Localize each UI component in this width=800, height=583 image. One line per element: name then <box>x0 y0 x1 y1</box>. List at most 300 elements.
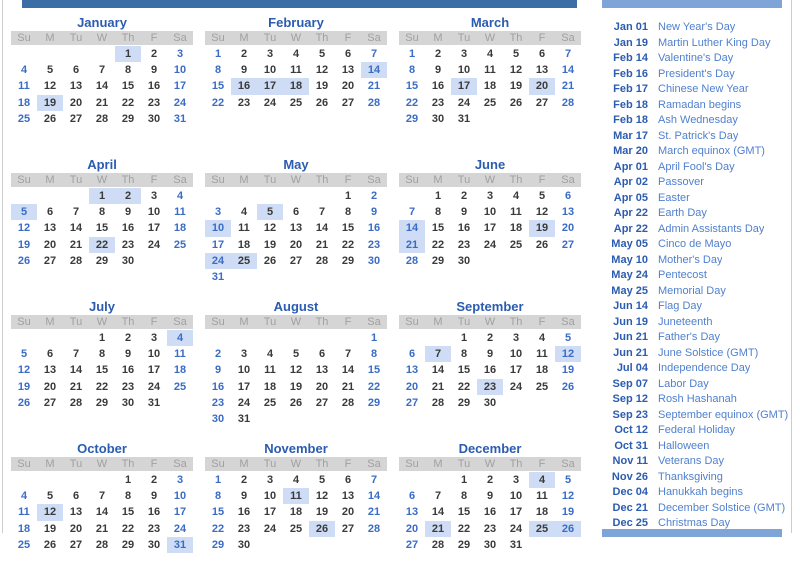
holiday-name[interactable]: Thanksgiving <box>658 470 723 483</box>
day-cell[interactable]: 27 <box>405 538 419 551</box>
day-cell[interactable]: 28 <box>367 96 381 109</box>
day-cell[interactable]: 21 <box>561 80 575 93</box>
day-cell[interactable]: 13 <box>405 364 419 377</box>
day-cell[interactable]: 10 <box>173 64 187 77</box>
day-cell[interactable]: 30 <box>457 254 471 267</box>
day-cell[interactable]: 19 <box>529 220 555 236</box>
day-cell[interactable]: 30 <box>483 538 497 551</box>
day-cell[interactable]: 7 <box>72 206 80 219</box>
day-cell[interactable]: 12 <box>555 346 581 362</box>
day-cell[interactable]: 23 <box>147 96 161 109</box>
day-cell[interactable]: 7 <box>98 64 106 77</box>
day-cell[interactable]: 10 <box>509 348 523 361</box>
day-cell[interactable]: 5 <box>20 348 28 361</box>
day-cell[interactable]: 20 <box>529 78 555 94</box>
day-cell[interactable]: 7 <box>425 346 451 362</box>
day-cell[interactable]: 11 <box>174 348 186 361</box>
day-cell[interactable]: 28 <box>341 396 355 409</box>
month-title[interactable]: September <box>456 299 524 314</box>
day-cell[interactable]: 15 <box>121 80 135 93</box>
day-cell[interactable]: 13 <box>289 222 303 235</box>
day-cell[interactable]: 17 <box>263 506 277 519</box>
day-cell[interactable]: 11 <box>18 80 30 93</box>
day-cell[interactable]: 16 <box>237 506 251 519</box>
day-cell[interactable]: 5 <box>46 64 54 77</box>
day-cell[interactable]: 14 <box>95 80 109 93</box>
day-cell[interactable]: 9 <box>486 348 494 361</box>
day-cell[interactable]: 5 <box>46 490 54 503</box>
day-cell[interactable]: 3 <box>486 190 494 202</box>
day-cell[interactable]: 26 <box>17 254 31 267</box>
day-cell[interactable]: 12 <box>561 490 575 503</box>
day-cell[interactable]: 10 <box>263 490 277 503</box>
month-title[interactable]: October <box>77 441 127 456</box>
day-cell[interactable]: 6 <box>72 64 80 77</box>
day-cell[interactable]: 28 <box>561 96 575 109</box>
day-cell[interactable]: 18 <box>237 238 251 251</box>
day-cell[interactable]: 10 <box>237 364 251 377</box>
day-cell[interactable]: 10 <box>147 348 161 361</box>
day-cell[interactable]: 30 <box>211 412 225 425</box>
day-cell[interactable]: 12 <box>37 504 63 520</box>
day-cell[interactable]: 12 <box>535 206 549 219</box>
day-cell[interactable]: 17 <box>483 222 497 235</box>
day-cell[interactable]: 29 <box>95 254 109 267</box>
day-cell[interactable]: 29 <box>95 396 109 409</box>
day-cell[interactable]: 8 <box>214 490 222 503</box>
day-cell[interactable]: 12 <box>17 222 31 235</box>
day-cell[interactable]: 27 <box>405 396 419 409</box>
day-cell[interactable]: 11 <box>238 222 250 235</box>
day-cell[interactable]: 5 <box>11 204 37 220</box>
day-cell[interactable]: 14 <box>69 364 83 377</box>
holiday-name[interactable]: Mother's Day <box>658 253 723 266</box>
day-cell[interactable]: 31 <box>211 270 225 283</box>
day-cell[interactable]: 7 <box>370 48 378 60</box>
day-cell[interactable]: 29 <box>457 538 471 551</box>
day-cell[interactable]: 3 <box>266 474 274 486</box>
day-cell[interactable]: 16 <box>457 222 471 235</box>
month-title[interactable]: May <box>283 157 309 172</box>
day-cell[interactable]: 3 <box>150 190 158 202</box>
day-cell[interactable]: 8 <box>460 348 468 361</box>
day-cell[interactable]: 14 <box>367 490 381 503</box>
day-cell[interactable]: 3 <box>266 48 274 60</box>
day-cell[interactable]: 10 <box>457 64 471 77</box>
day-cell[interactable]: 11 <box>484 64 496 77</box>
day-cell[interactable]: 18 <box>17 96 31 109</box>
day-cell[interactable]: 24 <box>237 396 251 409</box>
day-cell[interactable]: 21 <box>95 96 109 109</box>
day-cell[interactable]: 17 <box>211 238 225 251</box>
day-cell[interactable]: 28 <box>431 396 445 409</box>
day-cell[interactable]: 15 <box>341 222 355 235</box>
day-cell[interactable]: 24 <box>173 96 187 109</box>
day-cell[interactable]: 23 <box>121 238 135 251</box>
day-cell[interactable]: 23 <box>483 522 497 535</box>
day-cell[interactable]: 31 <box>237 412 251 425</box>
day-cell[interactable]: 15 <box>405 80 419 93</box>
holiday-name[interactable]: Pentecost <box>658 269 707 281</box>
day-cell[interactable]: 7 <box>98 490 106 503</box>
day-cell[interactable]: 9 <box>486 490 494 503</box>
day-cell[interactable]: 12 <box>315 64 329 77</box>
day-cell[interactable]: 9 <box>124 206 132 219</box>
holiday-name[interactable]: December Solstice (GMT) <box>658 501 786 514</box>
month-title[interactable]: February <box>268 15 324 30</box>
holiday-name[interactable]: June Solstice (GMT) <box>658 346 759 359</box>
day-cell[interactable]: 2 <box>240 48 248 60</box>
day-cell[interactable]: 29 <box>457 396 471 409</box>
day-cell[interactable]: 25 <box>289 522 303 535</box>
day-cell[interactable]: 1 <box>460 332 468 344</box>
holiday-name[interactable]: Juneteenth <box>658 315 713 328</box>
day-cell[interactable]: 4 <box>176 190 184 202</box>
day-cell[interactable]: 6 <box>344 474 352 486</box>
day-cell[interactable]: 27 <box>43 396 57 409</box>
day-cell[interactable]: 20 <box>315 380 329 393</box>
day-cell[interactable]: 19 <box>509 80 523 93</box>
day-cell[interactable]: 16 <box>121 222 135 235</box>
day-cell[interactable]: 7 <box>72 348 80 361</box>
day-cell[interactable]: 18 <box>17 522 31 535</box>
day-cell[interactable]: 1 <box>98 332 106 344</box>
holiday-name[interactable]: New Year's Day <box>658 21 736 33</box>
day-cell[interactable]: 27 <box>535 96 549 109</box>
day-cell[interactable]: 4 <box>20 490 28 503</box>
day-cell[interactable]: 2 <box>486 332 494 344</box>
holiday-name[interactable]: Father's Day <box>658 331 721 343</box>
holiday-name[interactable]: Halloween <box>658 439 710 452</box>
day-cell[interactable]: 15 <box>211 80 225 93</box>
day-cell[interactable]: 22 <box>89 237 115 253</box>
day-cell[interactable]: 14 <box>431 506 445 519</box>
day-cell[interactable]: 18 <box>283 78 309 94</box>
day-cell[interactable]: 3 <box>512 474 520 486</box>
day-cell[interactable]: 11 <box>174 206 186 219</box>
day-cell[interactable]: 24 <box>457 96 471 109</box>
holiday-name[interactable]: Martin Luther King Day <box>658 36 771 49</box>
day-cell[interactable]: 24 <box>509 522 523 535</box>
day-cell[interactable]: 23 <box>477 379 503 395</box>
day-cell[interactable]: 26 <box>17 396 31 409</box>
day-cell[interactable]: 22 <box>367 380 381 393</box>
day-cell[interactable]: 15 <box>95 364 109 377</box>
day-cell[interactable]: 5 <box>538 190 546 202</box>
day-cell[interactable]: 29 <box>121 112 135 125</box>
day-cell[interactable]: 20 <box>341 80 355 93</box>
day-cell[interactable]: 28 <box>405 254 419 267</box>
day-cell[interactable]: 30 <box>431 112 445 125</box>
day-cell[interactable]: 21 <box>341 380 355 393</box>
day-cell[interactable]: 8 <box>408 64 416 77</box>
day-cell[interactable]: 24 <box>147 380 161 393</box>
day-cell[interactable]: 25 <box>17 538 31 551</box>
day-cell[interactable]: 5 <box>564 474 572 486</box>
day-cell[interactable]: 25 <box>509 238 523 251</box>
day-cell[interactable]: 30 <box>147 112 161 125</box>
day-cell[interactable]: 20 <box>43 238 57 251</box>
day-cell[interactable]: 6 <box>292 206 300 219</box>
day-cell[interactable]: 6 <box>46 348 54 361</box>
day-cell[interactable]: 8 <box>124 64 132 77</box>
day-cell[interactable]: 20 <box>341 506 355 519</box>
day-cell[interactable]: 17 <box>173 80 187 93</box>
day-cell[interactable]: 30 <box>121 254 135 267</box>
day-cell[interactable]: 16 <box>483 506 497 519</box>
day-cell[interactable]: 29 <box>121 538 135 551</box>
day-cell[interactable]: 14 <box>315 222 329 235</box>
day-cell[interactable]: 7 <box>344 348 352 361</box>
day-cell[interactable]: 12 <box>43 80 57 93</box>
day-cell[interactable]: 15 <box>457 364 471 377</box>
day-cell[interactable]: 21 <box>95 522 109 535</box>
day-cell[interactable]: 23 <box>147 522 161 535</box>
day-cell[interactable]: 8 <box>124 490 132 503</box>
holiday-name[interactable]: St. Patrick's Day <box>658 129 739 142</box>
day-cell[interactable]: 2 <box>150 48 158 60</box>
day-cell[interactable]: 20 <box>69 522 83 535</box>
day-cell[interactable]: 29 <box>341 254 355 267</box>
holiday-name[interactable]: Cinco de Mayo <box>658 238 732 250</box>
day-cell[interactable]: 20 <box>405 380 419 393</box>
day-cell[interactable]: 19 <box>315 80 329 93</box>
day-cell[interactable]: 13 <box>69 80 83 93</box>
day-cell[interactable]: 10 <box>263 64 277 77</box>
day-cell[interactable]: 7 <box>370 474 378 486</box>
day-cell[interactable]: 22 <box>341 238 355 251</box>
month-title[interactable]: November <box>264 441 328 456</box>
day-cell[interactable]: 26 <box>555 521 581 537</box>
day-cell[interactable]: 5 <box>564 332 572 344</box>
day-cell[interactable]: 16 <box>231 78 257 94</box>
day-cell[interactable]: 11 <box>536 348 548 361</box>
day-cell[interactable]: 19 <box>17 238 31 251</box>
day-cell[interactable]: 20 <box>561 222 575 235</box>
day-cell[interactable]: 15 <box>431 222 445 235</box>
day-cell[interactable]: 1 <box>344 190 352 202</box>
day-cell[interactable]: 31 <box>173 112 187 125</box>
day-cell[interactable]: 6 <box>72 490 80 503</box>
day-cell[interactable]: 2 <box>124 332 132 344</box>
holiday-name[interactable]: April Fool's Day <box>658 160 735 173</box>
day-cell[interactable]: 3 <box>176 48 184 60</box>
day-cell[interactable]: 2 <box>370 190 378 202</box>
holiday-name[interactable]: Veterans Day <box>658 455 725 467</box>
day-cell[interactable]: 24 <box>263 96 277 109</box>
day-cell[interactable]: 30 <box>121 396 135 409</box>
holiday-name[interactable]: Hanukkah begins <box>658 486 744 498</box>
day-cell[interactable]: 22 <box>431 238 445 251</box>
day-cell[interactable]: 25 <box>289 96 303 109</box>
day-cell[interactable]: 17 <box>237 380 251 393</box>
day-cell[interactable]: 7 <box>408 206 416 219</box>
day-cell[interactable]: 16 <box>483 364 497 377</box>
day-cell[interactable]: 4 <box>20 64 28 77</box>
day-cell[interactable]: 26 <box>43 112 57 125</box>
day-cell[interactable]: 10 <box>483 206 497 219</box>
day-cell[interactable]: 23 <box>211 396 225 409</box>
day-cell[interactable]: 16 <box>147 80 161 93</box>
day-cell[interactable]: 12 <box>263 222 277 235</box>
day-cell[interactable]: 10 <box>205 220 231 236</box>
day-cell[interactable]: 4 <box>529 472 555 488</box>
holiday-name[interactable]: President's Day <box>658 67 735 80</box>
day-cell[interactable]: 25 <box>173 380 187 393</box>
day-cell[interactable]: 22 <box>121 96 135 109</box>
day-cell[interactable]: 18 <box>509 222 523 235</box>
day-cell[interactable]: 10 <box>173 490 187 503</box>
day-cell[interactable]: 8 <box>98 348 106 361</box>
holiday-name[interactable]: Flag Day <box>658 300 703 312</box>
day-cell[interactable]: 29 <box>405 112 419 125</box>
day-cell[interactable]: 23 <box>431 96 445 109</box>
day-cell[interactable]: 6 <box>408 490 416 503</box>
day-cell[interactable]: 10 <box>147 206 161 219</box>
day-cell[interactable]: 15 <box>367 364 381 377</box>
day-cell[interactable]: 18 <box>173 222 187 235</box>
day-cell[interactable]: 17 <box>451 78 477 94</box>
day-cell[interactable]: 4 <box>512 190 520 202</box>
day-cell[interactable]: 15 <box>95 222 109 235</box>
day-cell[interactable]: 3 <box>176 474 184 486</box>
day-cell[interactable]: 28 <box>95 112 109 125</box>
day-cell[interactable]: 8 <box>98 206 106 219</box>
day-cell[interactable]: 19 <box>43 522 57 535</box>
day-cell[interactable]: 2 <box>486 474 494 486</box>
month-title[interactable]: March <box>470 15 510 30</box>
day-cell[interactable]: 9 <box>240 64 248 77</box>
day-cell[interactable]: 27 <box>315 396 329 409</box>
day-cell[interactable]: 4 <box>266 348 274 361</box>
day-cell[interactable]: 14 <box>95 506 109 519</box>
holiday-name[interactable]: Federal Holiday <box>658 424 736 436</box>
day-cell[interactable]: 6 <box>344 48 352 60</box>
day-cell[interactable]: 13 <box>43 364 57 377</box>
month-title[interactable]: December <box>458 441 522 456</box>
day-cell[interactable]: 26 <box>43 538 57 551</box>
day-cell[interactable]: 21 <box>315 238 329 251</box>
day-cell[interactable]: 7 <box>434 490 442 503</box>
day-cell[interactable]: 5 <box>318 48 326 60</box>
day-cell[interactable]: 16 <box>431 80 445 93</box>
day-cell[interactable]: 17 <box>509 506 523 519</box>
day-cell[interactable]: 19 <box>315 506 329 519</box>
day-cell[interactable]: 1 <box>124 474 132 486</box>
day-cell[interactable]: 23 <box>457 238 471 251</box>
day-cell[interactable]: 22 <box>457 522 471 535</box>
day-cell[interactable]: 14 <box>431 364 445 377</box>
day-cell[interactable]: 29 <box>431 254 445 267</box>
day-cell[interactable]: 15 <box>121 506 135 519</box>
day-cell[interactable]: 31 <box>509 538 523 551</box>
day-cell[interactable]: 27 <box>69 538 83 551</box>
day-cell[interactable]: 13 <box>341 490 355 503</box>
day-cell[interactable]: 27 <box>69 112 83 125</box>
day-cell[interactable]: 11 <box>510 206 522 219</box>
day-cell[interactable]: 21 <box>431 380 445 393</box>
day-cell[interactable]: 1 <box>370 332 378 344</box>
day-cell[interactable]: 28 <box>95 538 109 551</box>
holiday-name[interactable]: September equinox (GMT) <box>658 408 789 421</box>
day-cell[interactable]: 31 <box>147 396 161 409</box>
day-cell[interactable]: 6 <box>564 190 572 202</box>
day-cell[interactable]: 18 <box>535 506 549 519</box>
day-cell[interactable]: 4 <box>167 330 193 346</box>
day-cell[interactable]: 24 <box>173 522 187 535</box>
day-cell[interactable]: 24 <box>205 253 231 269</box>
day-cell[interactable]: 18 <box>535 364 549 377</box>
day-cell[interactable]: 19 <box>263 238 277 251</box>
day-cell[interactable]: 4 <box>538 332 546 344</box>
day-cell[interactable]: 25 <box>17 112 31 125</box>
day-cell[interactable]: 22 <box>211 96 225 109</box>
day-cell[interactable]: 20 <box>289 238 303 251</box>
day-cell[interactable]: 22 <box>457 380 471 393</box>
day-cell[interactable]: 25 <box>263 396 277 409</box>
day-cell[interactable]: 21 <box>399 237 425 253</box>
day-cell[interactable]: 30 <box>147 538 161 551</box>
day-cell[interactable]: 1 <box>115 46 141 62</box>
day-cell[interactable]: 27 <box>341 522 355 535</box>
day-cell[interactable]: 9 <box>370 206 378 219</box>
day-cell[interactable]: 29 <box>211 538 225 551</box>
day-cell[interactable]: 27 <box>341 96 355 109</box>
day-cell[interactable]: 11 <box>283 488 309 504</box>
holiday-name[interactable]: Chinese New Year <box>658 83 749 95</box>
day-cell[interactable]: 20 <box>43 380 57 393</box>
day-cell[interactable]: 14 <box>341 364 355 377</box>
day-cell[interactable]: 13 <box>315 364 329 377</box>
day-cell[interactable]: 27 <box>561 238 575 251</box>
day-cell[interactable]: 14 <box>361 62 387 78</box>
day-cell[interactable]: 14 <box>399 220 425 236</box>
day-cell[interactable]: 9 <box>150 490 158 503</box>
day-cell[interactable]: 18 <box>483 80 497 93</box>
day-cell[interactable]: 14 <box>69 222 83 235</box>
day-cell[interactable]: 16 <box>121 364 135 377</box>
day-cell[interactable]: 1 <box>408 48 416 60</box>
holiday-name[interactable]: Christmas Day <box>658 517 731 529</box>
day-cell[interactable]: 24 <box>147 238 161 251</box>
day-cell[interactable]: 17 <box>173 506 187 519</box>
day-cell[interactable]: 25 <box>535 380 549 393</box>
day-cell[interactable]: 9 <box>240 490 248 503</box>
day-cell[interactable]: 17 <box>147 364 161 377</box>
day-cell[interactable]: 2 <box>115 188 141 204</box>
holiday-name[interactable]: Ramadan begins <box>658 98 742 111</box>
day-cell[interactable]: 5 <box>257 204 283 220</box>
day-cell[interactable]: 17 <box>147 222 161 235</box>
day-cell[interactable]: 22 <box>405 96 419 109</box>
day-cell[interactable]: 13 <box>43 222 57 235</box>
day-cell[interactable]: 23 <box>237 96 251 109</box>
day-cell[interactable]: 16 <box>147 506 161 519</box>
day-cell[interactable]: 27 <box>289 254 303 267</box>
day-cell[interactable]: 21 <box>425 521 451 537</box>
day-cell[interactable]: 11 <box>290 64 302 77</box>
day-cell[interactable]: 19 <box>561 364 575 377</box>
day-cell[interactable]: 2 <box>434 48 442 60</box>
day-cell[interactable]: 28 <box>69 254 83 267</box>
day-cell[interactable]: 25 <box>483 96 497 109</box>
day-cell[interactable]: 3 <box>460 48 468 60</box>
day-cell[interactable]: 24 <box>509 380 523 393</box>
holiday-name[interactable]: Passover <box>658 176 704 188</box>
day-cell[interactable]: 12 <box>509 64 523 77</box>
day-cell[interactable]: 4 <box>292 48 300 60</box>
day-cell[interactable]: 28 <box>315 254 329 267</box>
